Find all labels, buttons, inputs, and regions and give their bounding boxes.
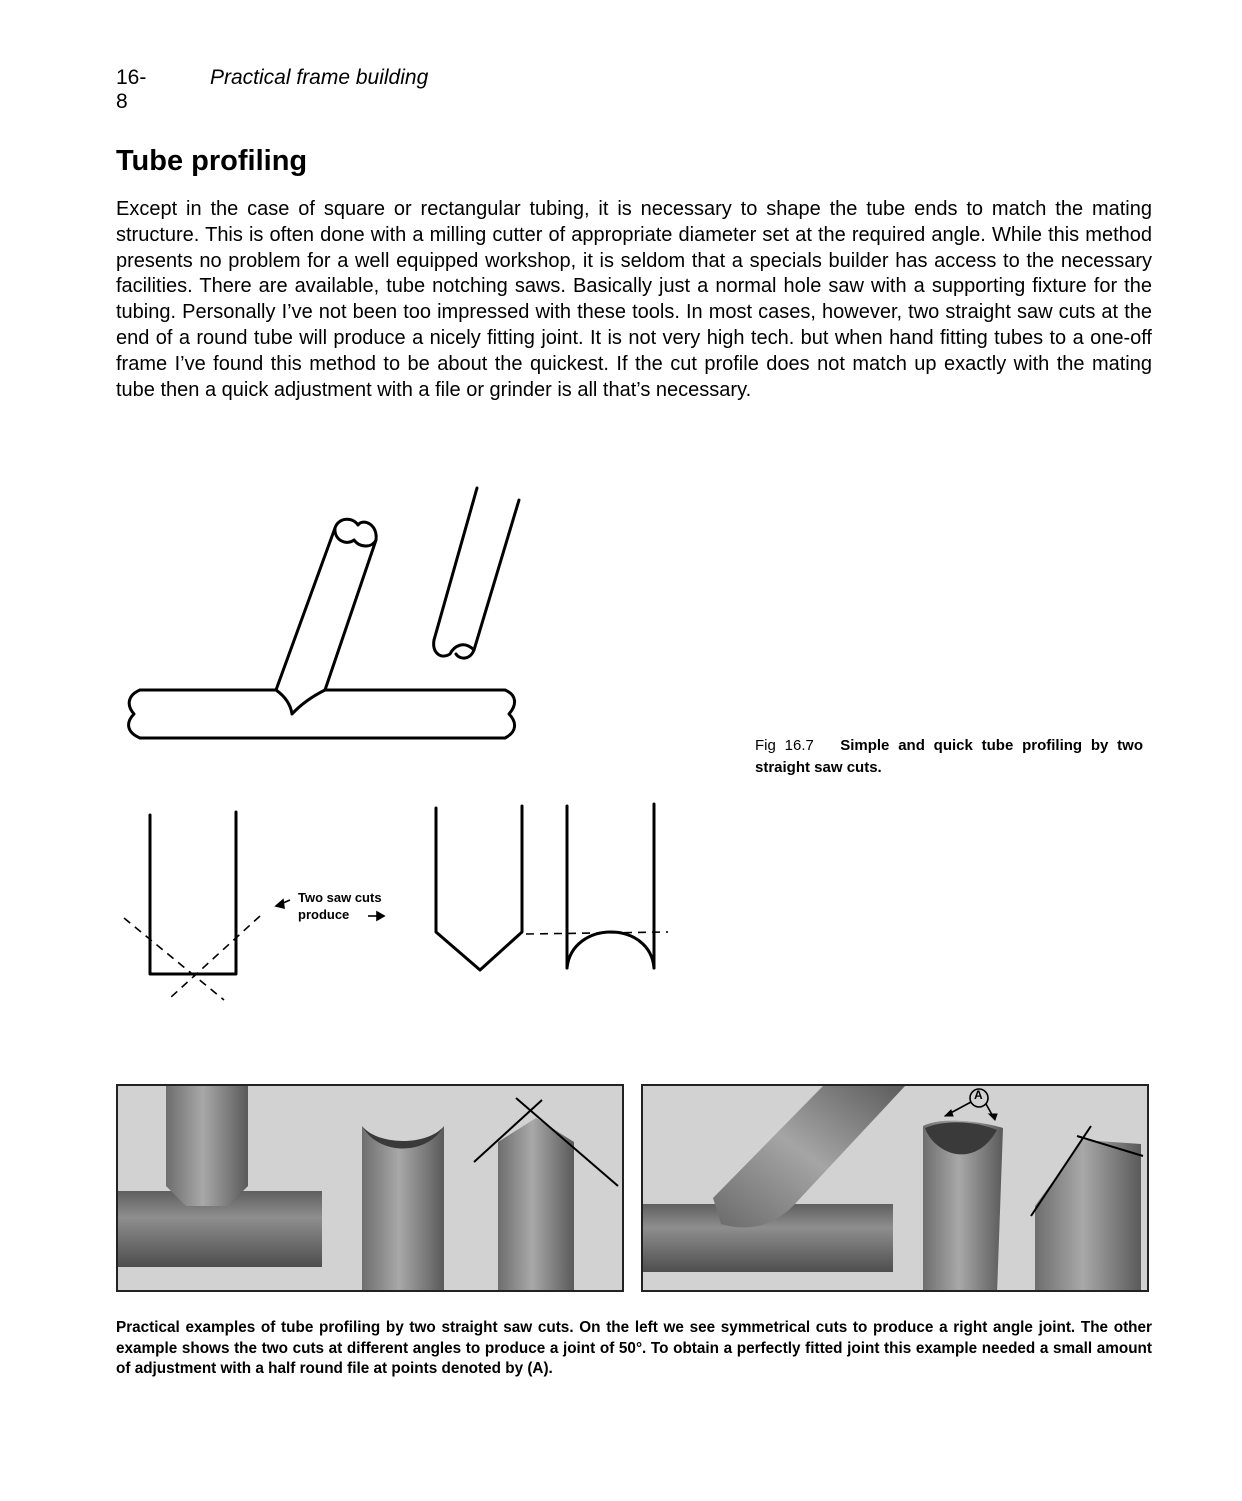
body-paragraph: Except in the case of square or rectangular tubing, it is necessary to shape the tube ends to match the mating structure. This is often done with a milling cutter of appropriate diameter set at the required angle. While this method presents no problem for a well equipped workshop, it is seldom that a specials builder has access to the necessary facilities. There are available, tube notching saws. Basically just a normal hole saw with a supporting fixture for the tubing. Personally I’ve not been too impressed with these tools. In most cases, however, two straight saw cuts at the end of a round tube will produce a nicely fitting joint. It is not very high tech. but when hand fitting tubes to a one-off frame I’ve found this method to be about the quickest. If the cut profile does not match up exactly with the mating tube then a quick adjustment with a file or grinder is all that’s necessary. [116, 198, 1152, 401]
photo-right-art [643, 1086, 1149, 1292]
figure-caption-text: Simple and quick tube profiling by two straight saw cuts. [755, 737, 1143, 776]
figure-caption [755, 735, 1143, 779]
section-title: Tube profiling [116, 145, 308, 177]
page-number: 16-8 [116, 66, 147, 113]
photos-caption: Practical examples of tube profiling by two straight saw cuts. On the left we see symmetrical cuts to produce a right angle joint. The other example shows the two cuts at different angles to produce a joint of 50°. To obtain a perfectly fitted joint this example needed a small amount of adjustment with a half round file at points denoted by (A). [116, 1319, 1152, 1377]
annotation-line-2: produce [298, 907, 350, 922]
running-title: Practical frame building [210, 66, 429, 89]
figure-label: Fig 16.7 [755, 737, 814, 754]
annotation-line-1: Two saw cuts [298, 890, 382, 905]
photo-left-art [118, 1086, 624, 1292]
marker-a-label: A [974, 1088, 983, 1102]
saw-cuts-annotation [298, 889, 382, 923]
photo-right-angle-joint [116, 1084, 624, 1292]
photo-fifty-degree-joint [641, 1084, 1149, 1292]
